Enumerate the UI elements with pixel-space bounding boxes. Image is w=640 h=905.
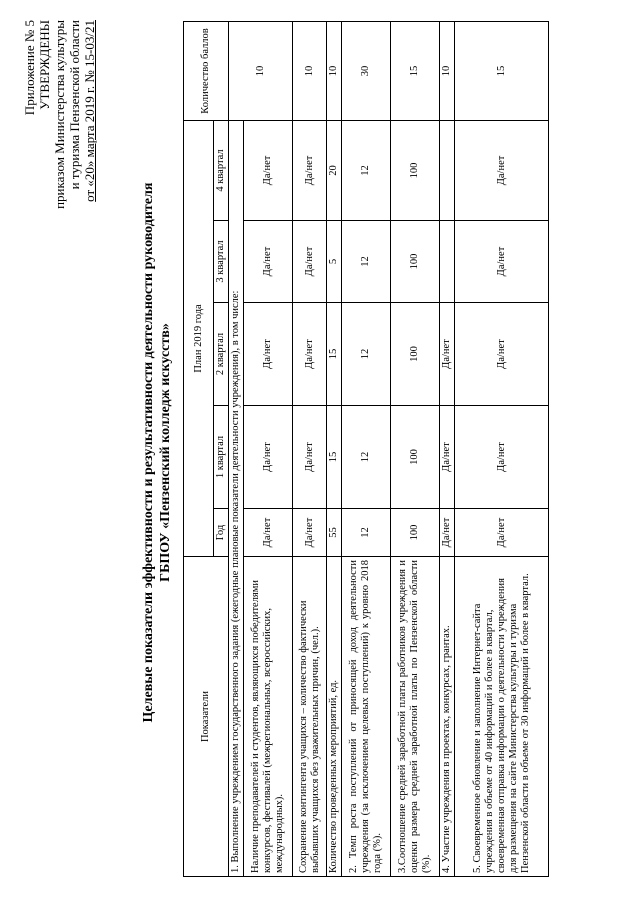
header-year: Год [214, 509, 229, 557]
indicator-cell: 2. Темп роста поступлений от приносящей доход деятельности учреждения (за исключением целевых поступлений) к уровню 2018 года (%). [342, 557, 391, 877]
q4-cell: Да/нет [244, 120, 293, 220]
q4-cell: 100 [391, 120, 440, 220]
q1-cell: Да/нет [455, 406, 549, 509]
indicator-cell: 3.Соотношение средней заработной платы работников учреждения и оценки размера средней заработной платы по Пензенской области (%). [391, 557, 440, 877]
q3-cell [440, 221, 455, 303]
q3-cell: Да/нет [293, 221, 327, 303]
q4-cell [440, 120, 455, 220]
q1-cell: Да/нет [244, 406, 293, 509]
approval-line: и туризма Пензенской области [67, 20, 82, 190]
score-cell: 10 [440, 21, 455, 120]
q2-cell: Да/нет [440, 303, 455, 406]
q1-cell: 12 [342, 406, 391, 509]
q4-cell: Да/нет [293, 120, 327, 220]
indicator-cell: Количество проведенных мероприятий, ед. [327, 557, 342, 877]
kpi-table [183, 21, 549, 877]
q2-cell: 100 [391, 303, 440, 406]
q3-cell: Да/нет [244, 221, 293, 303]
q1-cell: Да/нет [293, 406, 327, 509]
q2-cell: 15 [327, 303, 342, 406]
document-title [140, 20, 174, 885]
year-cell: Да/нет [455, 509, 549, 557]
indicator-cell: 5. Своевременное обновление и заполнение Интернет-сайта учреждения в объеме от 40 информаций и более в квартал, своевременная отправка информации о деятельности учреждения для размещения на сайте Министерства культуры и туризма Пензенской области в объеме от 30 информаций и более в квартал. [455, 557, 549, 877]
score-cell: 10 [229, 21, 293, 120]
header-indicators: Показатели [184, 557, 229, 877]
score-cell: 10 [293, 21, 327, 120]
header-q1: 1 квартал [214, 406, 229, 509]
q4-cell: 12 [342, 120, 391, 220]
q1-cell: 100 [391, 406, 440, 509]
score-cell: 10 [327, 21, 342, 120]
score-cell: 30 [342, 21, 391, 120]
year-cell: Да/нет [293, 509, 327, 557]
year-cell: 12 [342, 509, 391, 557]
indicator-cell: Сохранение контингента учащихся – количество фактически выбывших учащихся без уважительных причин, (чел.). [293, 557, 327, 877]
approved-label: УТВЕРЖДЕНЫ [37, 20, 52, 110]
header-score: Количество баллов [184, 21, 229, 120]
q3-cell: 100 [391, 221, 440, 303]
q4-cell: 20 [327, 120, 342, 220]
score-cell: 15 [455, 21, 549, 120]
section-1-header: 1. Выполнение учреждением государственного задания (ежегодные плановые показатели деятельности учреждения), в том числе: [229, 120, 244, 876]
indicator-cell: 4. Участие учреждения в проектах, конкурсах, грантах. [440, 557, 455, 877]
q2-cell: 12 [342, 303, 391, 406]
q2-cell: Да/нет [455, 303, 549, 406]
q3-cell: Да/нет [455, 221, 549, 303]
approval-line: приказом Министерства культуры [52, 20, 67, 209]
approval-order-date: от «20» марта 2019 г. № 15-03/21 [82, 20, 97, 202]
q3-cell: 5 [327, 221, 342, 303]
title-line: ГБПОУ «Пензенский колледж искусств» [158, 323, 173, 582]
header-plan: План 2019 года [184, 120, 214, 556]
indicator-cell: Наличие преподавателей и студентов, являющихся победителями конкурсов, фестивалей (межрегиональных, всероссийских, международных). [244, 557, 293, 877]
annex-number: Приложение № 5 [22, 20, 37, 116]
q1-cell: Да/нет [440, 406, 455, 509]
q4-cell: Да/нет [455, 120, 549, 220]
year-cell: 100 [391, 509, 440, 557]
year-cell: Да/нет [244, 509, 293, 557]
header-q4: 4 квартал [214, 120, 229, 220]
header-q2: 2 квартал [214, 303, 229, 406]
title-line: Целевые показатели эффективности и результативности деятельности руководителя [141, 182, 156, 723]
score-cell: 15 [391, 21, 440, 120]
year-cell: 55 [327, 509, 342, 557]
header-q3: 3 квартал [214, 221, 229, 303]
q2-cell: Да/нет [293, 303, 327, 406]
q1-cell: 15 [327, 406, 342, 509]
year-cell: Да/нет [440, 509, 455, 557]
approval-block [22, 20, 97, 280]
q3-cell: 12 [342, 221, 391, 303]
q2-cell: Да/нет [244, 303, 293, 406]
